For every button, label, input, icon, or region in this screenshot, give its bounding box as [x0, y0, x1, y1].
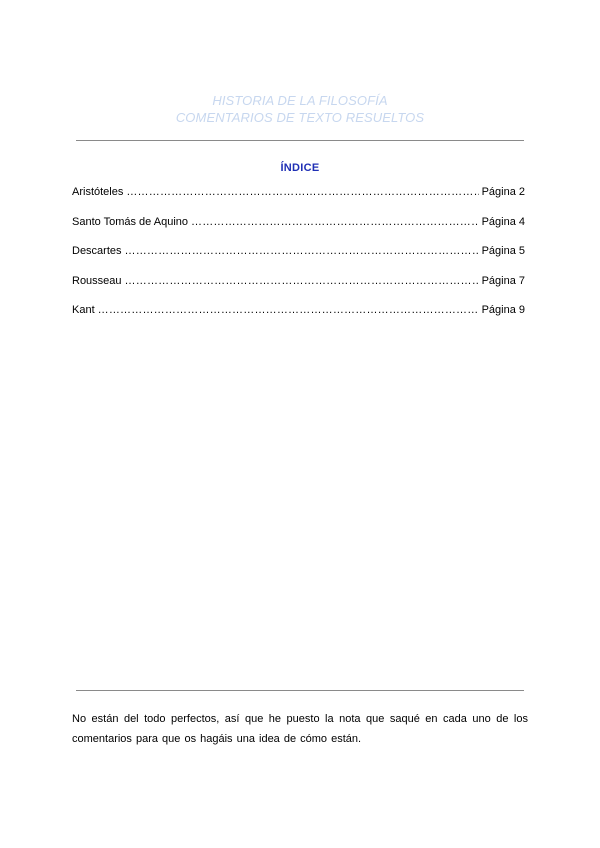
document-header	[0, 92, 600, 126]
toc-dot-leader	[98, 303, 479, 317]
footer-note: No están del todo perfectos, así que he puesto la nota que saqué en cada uno de los comentarios para que os hagáis una idea de cómo están.	[72, 713, 528, 745]
toc-entry[interactable]	[72, 274, 525, 304]
bottom-divider	[76, 690, 524, 691]
toc-entry-page: Página 5	[481, 245, 525, 257]
header-title: HISTORIA DE LA FILOSOFÍA	[212, 93, 388, 108]
toc-entry-label: Santo Tomás de Aquino	[72, 215, 188, 228]
toc-entry[interactable]	[72, 215, 525, 245]
toc-entry[interactable]	[72, 185, 525, 215]
toc-entry[interactable]	[72, 303, 525, 333]
toc-entry-page: Página 4	[481, 215, 525, 228]
toc-entry-label: Kant	[72, 304, 95, 316]
header-subtitle: COMENTARIOS DE TEXTO RESUELTOS	[175, 110, 425, 125]
toc-entry-label: Rousseau	[72, 274, 122, 287]
toc-dot-leader	[191, 215, 479, 229]
toc-entry-page: Página 7	[481, 274, 525, 287]
toc-dot-leader	[125, 274, 479, 288]
toc-dot-leader	[125, 244, 479, 258]
toc-entry[interactable]	[72, 244, 525, 274]
toc-dot-leader	[126, 185, 478, 199]
toc-entry-page: Página 9	[481, 304, 525, 316]
toc-entry-label: Aristóteles	[72, 186, 124, 198]
toc-entry-page: Página 2	[481, 186, 525, 198]
top-divider	[76, 140, 524, 141]
toc-entry-label: Descartes	[72, 245, 122, 257]
toc-title: ÍNDICE	[280, 162, 320, 174]
table-of-contents	[72, 185, 525, 333]
